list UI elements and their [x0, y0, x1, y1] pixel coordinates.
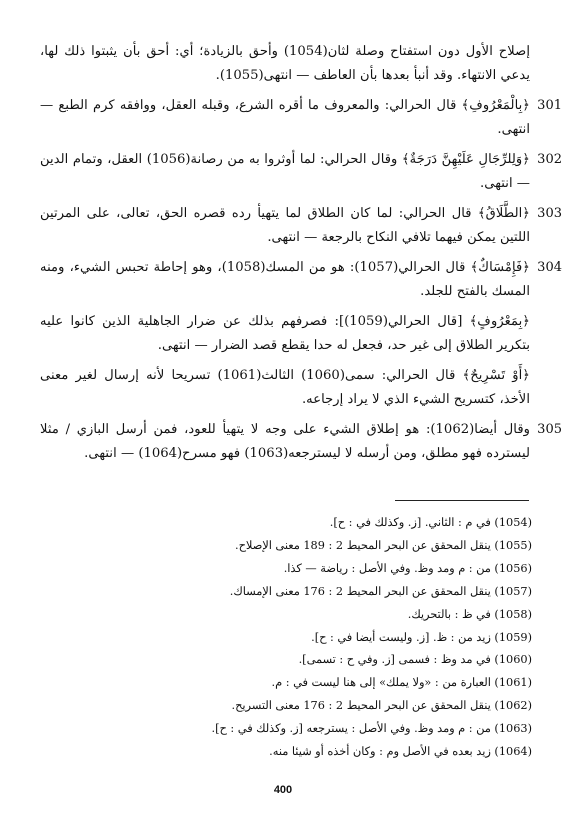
footnote: (1061) العبارة من : «ولا يملك» إلى هنا ليست في : م.: [271, 676, 532, 690]
entry-bimaruf: [40, 310, 530, 358]
entry-text: ﴿الطَّلَاقُ﴾ قال الحرالي: لما كان الطلاق لما يتهيأ رده قصره الحق، تعالى، على المرتين اللتين يمكن فيهما تلافي النكاح بالرجعة — انتهى.: [40, 206, 530, 245]
entry-302: [40, 148, 562, 196]
main-text: [40, 40, 562, 466]
entry-text: ﴿أَوْ تَسْرِيحٌ﴾ قال الحرالي: سمى(1060) الثالث(1061) تسريحا لأنه إرسال لغير معنى الأخذ، كتسريح الشيء الذي لا يراد إرجاعه.: [40, 368, 530, 407]
footnote: (1063) من : م ومد وظ. وفي الأصل : يسترجعه [ز. وكذلك في : ح].: [211, 722, 532, 736]
footnote: (1057) ينقل المحقق عن البحر المحيط 2 : 176 معنى الإمساك.: [229, 584, 532, 598]
footnote: (1056) من : م ومد وظ. وفي الأصل : رياضة — كذا.: [283, 561, 532, 575]
entry-number: 303: [537, 206, 562, 221]
entry-text: ﴿فَإِمْسَاكٌ﴾ قال الحرالي(1057): هو من المسك(1058)، وهو إحاطة تحبس الشيء، ومنه المسك بالفتح للجلد.: [40, 260, 530, 299]
entry-number: 304: [537, 260, 562, 275]
intro-paragraph: إصلاح الأول دون استفتاح وصلة لثان(1054) وأحق بالزيادة؛ أي: أحق بأن يثبتوا ذلك لها، يدعي الانتهاء. وقد أنبأ بعدها بأن العاطف — انتهى(1055).: [40, 44, 530, 83]
footnote: (1058) في ظ : بالتحريك.: [407, 607, 532, 621]
footnote: (1060) في مد وظ : فسمى [ز. وفي ح : تسمى].: [298, 653, 532, 667]
footnote: (1059) زيد من : ظ. [ز. وليست أيضا في : ح].: [311, 630, 532, 644]
entry-tasrih: [40, 364, 530, 412]
entry-301: [40, 94, 562, 142]
footnotes: [160, 512, 532, 764]
entry-text: ﴿وَلِلرِّجَالِ عَلَيْهِنَّ دَرَجَةٌ﴾ وقال الحرالي: لما أوثروا به من رصانة(1056) العقل، وتمام الدين — انتهى.: [40, 152, 530, 191]
entry-text: وقال أيضا(1062): هو إطلاق الشيء على وجه لا يتهيأ للعود، فمن أرسل البازي / مثلا ليسترده فهو مطلق، ومن أرسله لا ليسترجعه(1063) فهو مسرح(1064) — انتهى.: [40, 422, 530, 461]
page-number: 400: [273, 784, 293, 796]
entry-number: 305: [537, 422, 562, 437]
footnote: (1064) زيد بعده في الأصل وم : وكان أخذه أو شيئا منه.: [269, 745, 532, 759]
entry-number: 302: [537, 152, 562, 167]
entry-number: 301: [537, 98, 562, 113]
footnote: (1062) ينقل المحقق عن البحر المحيط 2 : 176 معنى التسريح.: [231, 699, 532, 713]
entry-text: ﴿بِمَعْرُوفٍ﴾ [قال الحرالي(1059)]: فصرفهم بذلك عن ضرار الجاهلية الذين كانوا عليه بتكرير الطلاق إلى غير حد، فجعل له حدا يقطع قصد الضرار — انتهى.: [40, 314, 530, 353]
entry-text: ﴿بِالْمَعْرُوفِ﴾ قال الحرالي: والمعروف ما أقره الشرع، وقبله العقل، ووافقه كرم الطبع — انتهى.: [40, 98, 530, 137]
footnote: (1054) في م : الثاني. [ز. وكذلك في : ح].: [329, 516, 532, 529]
entry-305: [40, 418, 562, 466]
footnote-separator: [395, 500, 529, 501]
entry-303: [40, 202, 562, 250]
entry-304: [40, 256, 562, 304]
footnote: (1055) ينقل المحقق عن البحر المحيط 2 : 189 معنى الإصلاح.: [235, 538, 532, 552]
